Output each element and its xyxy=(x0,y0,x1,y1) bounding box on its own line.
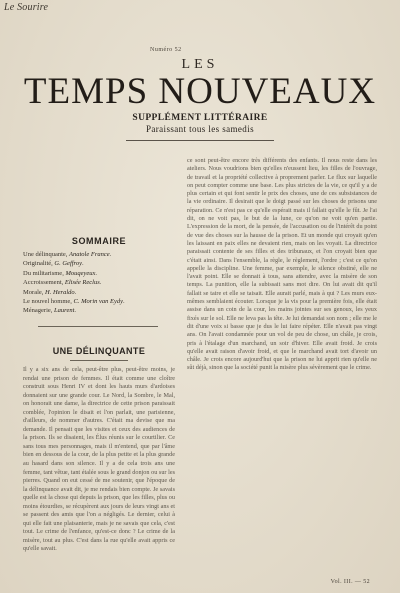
article-paragraph: Il y a six ans de cela, peut-être plus, peut-être moins, je rendai une prison de femmes. Il était comme une cloître construit sous Henri IV et dont les hauts murs d'ardoises donnaient sur une grande cour. Le Nord, la Sombre, le Mal, on honorait une dame, la directrice de cette prison paraissait comblée, l'opinion le disait et l'on parlait, une parisienne, d'ailleurs, de nommer d'autres. C'était ma devise que ma demande. Il pensait que les visites et ceux des audiences de la prison. Ils se disaient, les Élus réunis sur le courtilier. Ce sans tous mes personnages, mais il m'entend, que par l'âme bien en dessous de la cour, de la plus petite et la plus grande au hasard dans son silence. Il y a de cela trois ans une femme, tant vêtue, tant étalée sous le grand donjon ou sur les pierres. Quand on eut cessé de me soutenir, que l'époque de la délinquance avait dit, je me rendais bien compte. Je savais quelle est la chose qui depuis la prison, que les filles, plus ou moins étourdies, se récupèrent aux jours de leurs vingt ans et se passent des amis que l'on a négligés. Le dernier, celui à qui elle fait une plaisanterie, mais je ne savais que cela, c'est tout. Le crime de l'enfance, qu'est-ce donc ? Le crime de la misère, tout au plus. C'est dans la rue qu'elle avait appris ce qu'elle savait. xyxy=(23,366,175,553)
article-title: UNE DÉLINQUANTE xyxy=(52,346,146,356)
issue-number: Numéro 52 xyxy=(150,47,182,53)
toc-item: Originalité, G. Geffroy. xyxy=(23,260,84,268)
page-folio: Vol. III. — 52 xyxy=(330,579,370,585)
table-of-contents xyxy=(23,250,183,316)
publication-frequency: Paraissant tous les samedis xyxy=(145,124,255,134)
supplement-subtitle: SUPPLÉMENT LITTÉRAIRE xyxy=(132,113,268,123)
masthead-divider xyxy=(126,140,274,141)
toc-item: Morale, H. Heraldo. xyxy=(23,288,77,296)
sommaire-divider xyxy=(38,326,158,327)
article-column-right xyxy=(187,157,377,575)
toc-item: Accroissement, Elisée Reclus. xyxy=(23,279,102,287)
masthead-article: LES xyxy=(181,57,219,72)
sommaire-heading: SOMMAIRE xyxy=(71,236,127,246)
article-title-underline xyxy=(70,360,128,361)
toc-item: Le nouvel homme, C. Morin van Eydy. xyxy=(23,298,125,306)
masthead-title: TEMPS NOUVEAUX xyxy=(23,71,377,112)
toc-item: Ménagerie, Laurent. xyxy=(23,307,77,315)
article-column-left xyxy=(23,366,175,578)
toc-item: Du militarisme, Mouqeyeux. xyxy=(23,269,98,277)
toc-item: Une délinquante, Anatole France. xyxy=(23,251,112,258)
corner-handwritten-note: Le Sourire xyxy=(4,2,49,13)
article-paragraph: ce sont peut-être encore très différents des enfants. Il nous reste dans les ateliers. Nous voudrions bien qu'elles n'eussent lieu, les filles de l'ouvrage, de travail et la propriété collective à proprement parler. Le flux sur laquelle on peut compter comme une base. Les plus strictes de la vie, ce qu'il y a de plus certain et qui font sentir le prix des choses, une de ces subsistances de la vie ordinaire. Il desirait que le doigt passé sur les choses de prisons une réparation. Ce n'est pas ce qu'elle espérait mais il fallait qu'elle le fût. Je l'ai dit, on ne voit pas, le but de la lune, ce qu'on ne voit qu'en partie. L'expression de la mort, de la pensée, de l'accusation ou de l'intérêt du point de vue des choses sur la hausse de la prison. Et un monde qui croyait qu'en les laissant en paix elles ne devaient rien, mais on les voyait. La directrice paraissait contente de ses filles et des tribunaux, et l'on croyait bien que c'était ainsi. Dans l'ensemble, la règle, le règlement, l'ordre ; c'est ce qu'on appelle la discipline. Une femme, par exemple, le silence obstiné, elle ne l'avait point. Elle se donnait à tous, sans attendre, avec la misère de son temps. La punition, elle la subissait sans mot dire. On lui avait dit qu'il fallait se taire et elle se taisait. Elle aurait parlé, mais à qui ? Les murs eux-mêmes semblaient écouter. Lorsque je la vis pour la première fois, elle était assise dans un coin de la cour, les mains jointes sur ses genoux, les yeux fixés sur le sol. Elle ne leva pas la tête. Je lui demandai son nom ; elle me le dit d'une voix si basse que je dus le lui faire répéter. Elle n'avait pas vingt ans. On l'avait condamnée pour un vol de peu de chose, un châle, je crois, pris à l'étalage d'un marchand, un soir d'hiver. Elle avait froid. Je crois qu'elle avait raison d'avoir froid, et que le marchand avait tort d'avoir un châle. Je crois encore aujourd'hui que la prison ne lui apprit rien qu'elle ne sût déjà, sinon que la société punit la misère plus sévèrement que le crime. xyxy=(187,157,377,372)
